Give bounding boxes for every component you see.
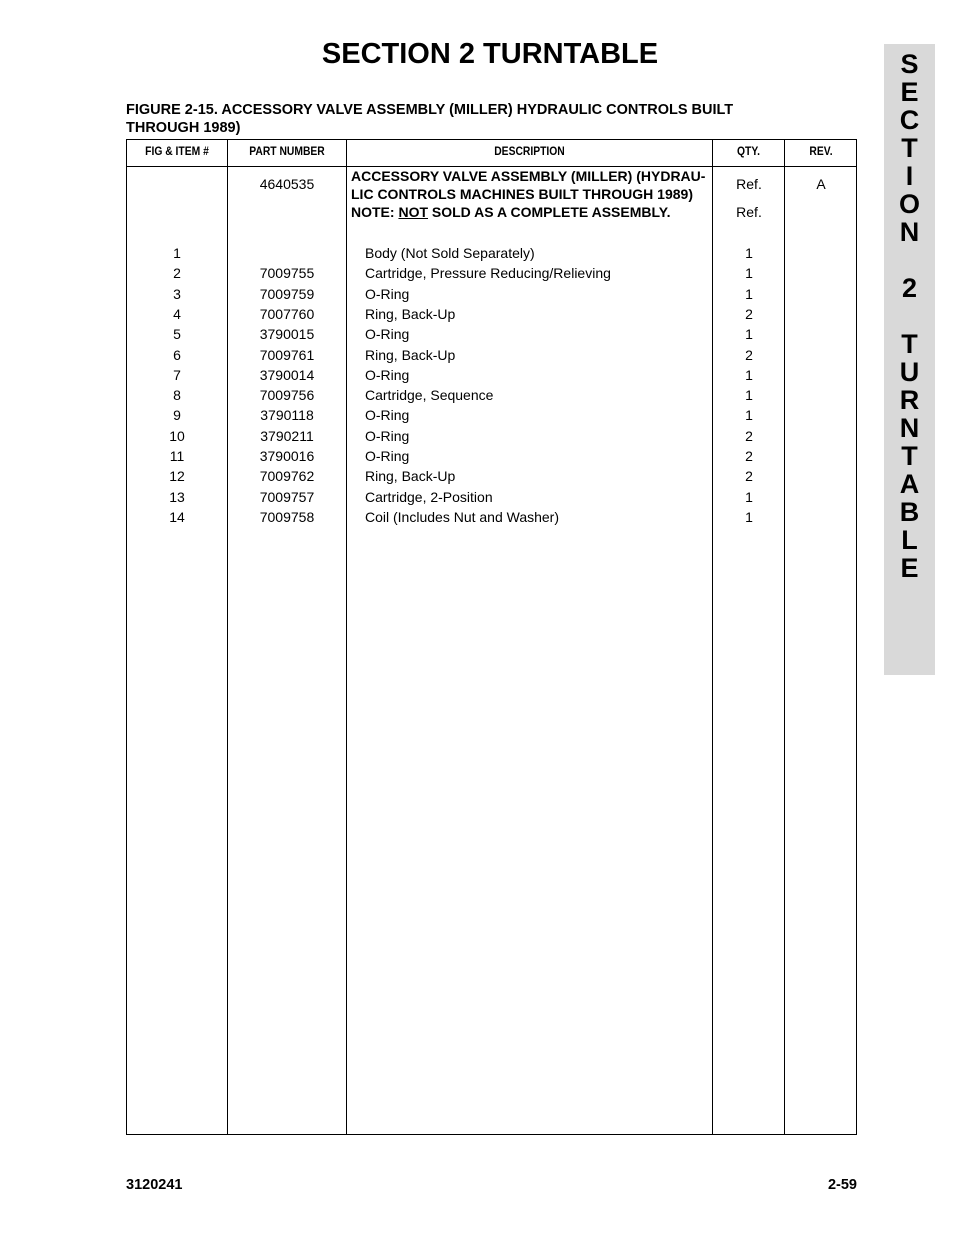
row-fig-item: 5 — [173, 326, 181, 343]
figure-title — [126, 101, 826, 137]
row-description: Body (Not Sold Separately) — [365, 245, 535, 261]
row-fig-item: 3 — [173, 285, 181, 302]
row-fig-item: 10 — [169, 427, 185, 444]
parts-table — [126, 139, 857, 1135]
row-fig-item: 6 — [173, 346, 181, 363]
row-qty: 1 — [745, 488, 753, 505]
header-fig-item: FIG & ITEM # — [145, 144, 209, 158]
side-tab-letter: N — [899, 413, 920, 443]
note-suffix: SOLD AS A COMPLETE ASSEMBLY. — [428, 204, 671, 220]
header-part-number: PART NUMBER — [249, 144, 325, 158]
header-description: DESCRIPTION — [494, 144, 565, 158]
row-part-number: 7009757 — [259, 488, 315, 505]
section-title: SECTION 2 TURNTABLE — [321, 38, 659, 70]
row-description: O-Ring — [365, 366, 410, 383]
assembly-description-line1: ACCESSORY VALVE ASSEMBLY (MILLER) (HYDRAU- — [351, 168, 706, 184]
page-number: 2-59 — [827, 1177, 857, 1193]
side-tab-letter: O — [898, 189, 920, 219]
row-fig-item: 12 — [169, 468, 185, 485]
row-qty: 2 — [745, 427, 753, 444]
row-fig-item: 13 — [169, 488, 185, 505]
section-side-tab — [884, 44, 935, 675]
row-description: Cartridge, 2-Position — [365, 488, 493, 505]
row-part-number: 7009759 — [259, 285, 315, 302]
row-part-number: 3790016 — [259, 448, 315, 464]
side-tab-letter: A — [899, 469, 920, 499]
side-tab-letter: R — [899, 385, 920, 415]
row-part-number: 7009755 — [259, 265, 315, 282]
row-description: Cartridge, Sequence — [365, 387, 494, 404]
row-qty: 1 — [745, 245, 753, 261]
row-description: Coil (Includes Nut and Washer) — [365, 508, 560, 525]
row-part-number: 3790014 — [259, 366, 315, 383]
row-qty: 2 — [745, 346, 753, 363]
row-fig-item: 1 — [173, 245, 181, 261]
row-description: Ring, Back-Up — [365, 346, 456, 363]
row-fig-item: 2 — [173, 265, 181, 282]
side-tab-letter: T — [901, 329, 918, 359]
assembly-rev: A — [816, 176, 826, 192]
row-fig-item: 9 — [173, 407, 181, 424]
row-description: O-Ring — [365, 448, 410, 464]
side-tab-letter: 2 — [901, 273, 918, 303]
side-tab-letter: L — [901, 525, 918, 555]
assembly-note — [351, 203, 670, 221]
row-part-number: 3790015 — [259, 326, 315, 343]
row-fig-item: 14 — [169, 508, 185, 525]
row-part-number: 3790118 — [260, 407, 314, 424]
side-tab-letter: T — [901, 441, 918, 471]
row-qty: 2 — [745, 468, 753, 485]
side-tab-letter: E — [900, 553, 919, 583]
assembly-qty: Ref. — [736, 176, 762, 192]
side-tab-letter: S — [900, 49, 919, 79]
doc-number: 3120241 — [126, 1177, 183, 1193]
row-qty: 1 — [745, 326, 753, 343]
row-part-number: 3790211 — [260, 427, 314, 444]
row-qty: 2 — [745, 305, 753, 322]
figure-title-line2: THROUGH 1989) — [126, 120, 241, 136]
side-tab-letter: N — [899, 217, 920, 247]
header-qty: QTY. — [737, 144, 760, 158]
row-description: O-Ring — [365, 407, 410, 424]
note-qty: Ref. — [736, 204, 762, 220]
side-tab-letter: I — [905, 161, 914, 191]
side-tab-letter: U — [899, 357, 920, 387]
row-qty: 1 — [745, 387, 753, 404]
assembly-description-line2: LIC CONTROLS MACHINES BUILT THROUGH 1989) — [351, 186, 693, 202]
row-description: O-Ring — [365, 326, 410, 343]
row-qty: 1 — [745, 366, 753, 383]
figure-title-line1: FIGURE 2-15. ACCESSORY VALVE ASSEMBLY (MILLER) HYDRAULIC CONTROLS BUILT — [126, 102, 734, 118]
row-qty: 1 — [745, 407, 753, 424]
row-qty: 2 — [745, 448, 753, 464]
row-description: O-Ring — [365, 285, 410, 302]
row-qty: 1 — [745, 285, 753, 302]
assembly-part-number: 4640535 — [259, 176, 315, 192]
row-fig-item: 4 — [173, 305, 181, 322]
row-part-number: 7009758 — [259, 508, 315, 525]
side-tab-letter: B — [899, 497, 920, 527]
row-fig-item: 8 — [173, 387, 181, 404]
note-underlined: NOT — [398, 204, 429, 220]
row-description: Ring, Back-Up — [365, 468, 456, 485]
row-description: O-Ring — [365, 427, 410, 444]
note-prefix: NOTE: — [351, 204, 399, 220]
row-description: Cartridge, Pressure Reducing/Relieving — [365, 265, 611, 282]
row-fig-item: 11 — [169, 448, 185, 464]
row-fig-item: 7 — [173, 366, 181, 383]
row-qty: 1 — [745, 265, 753, 282]
assembly-description — [351, 167, 705, 203]
header-rev: REV. — [809, 144, 833, 158]
side-tab-letter: T — [901, 133, 918, 163]
row-qty: 1 — [745, 508, 753, 525]
row-description: Ring, Back-Up — [365, 305, 456, 322]
row-part-number: 7009756 — [259, 387, 315, 404]
row-part-number: 7007760 — [259, 305, 315, 322]
side-tab-letter: C — [899, 105, 920, 135]
row-part-number: 7009761 — [259, 346, 315, 363]
side-tab-letter: E — [900, 77, 919, 107]
row-part-number: 7009762 — [259, 468, 315, 485]
